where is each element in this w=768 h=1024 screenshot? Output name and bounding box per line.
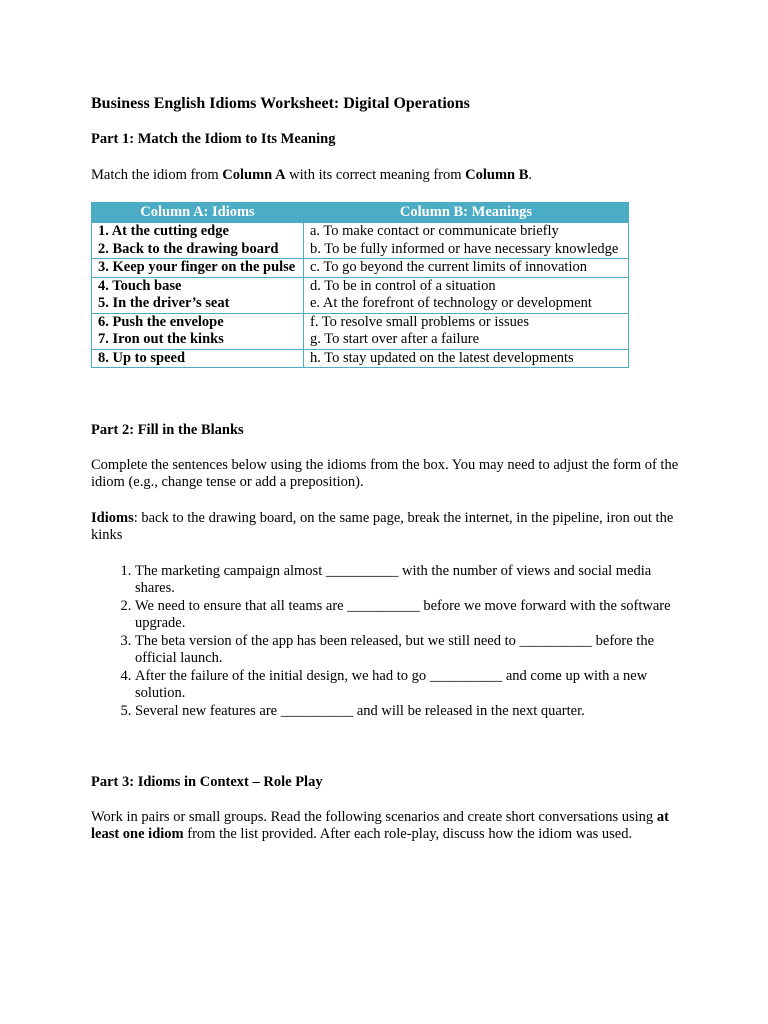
idiom-cell: 6. Push the envelope	[92, 313, 304, 331]
idiom-match-table	[91, 202, 629, 368]
part1-instruction-pre: Match the idiom from	[91, 166, 223, 183]
part1-instruction-mid: with its correct meaning from	[285, 166, 466, 183]
meaning-cell: g. To start over after a failure	[304, 331, 629, 349]
table-row	[92, 241, 629, 259]
idiom-cell: 4. Touch base	[92, 277, 304, 295]
meaning-cell: d. To be in control of a situation	[304, 277, 629, 295]
part3-instruction-pre: Work in pairs or small groups. Read the following scenarios and create short conversations using	[91, 808, 657, 825]
table-row	[92, 295, 629, 313]
idioms-list: : back to the drawing board, on the same page, break the internet, in the pipeline, iron out the kinks	[91, 509, 674, 543]
idiom-cell: 3. Keep your finger on the pulse	[92, 259, 304, 278]
fill-in-sentences	[91, 563, 679, 721]
part2-heading: Part 2: Fill in the Blanks	[91, 422, 244, 438]
meaning-cell: b. To be fully informed or have necessary knowledge	[304, 241, 629, 259]
list-item: 2. We need to ensure that all teams are __________ before we move forward with the software upgrade.	[135, 598, 679, 633]
column-b-ref: Column B	[465, 166, 529, 183]
column-a-header: Column A: Idioms	[92, 203, 304, 223]
idioms-label: Idioms	[91, 509, 134, 526]
meaning-cell: f. To resolve small problems or issues	[304, 313, 629, 331]
list-item: 5. Several new features are __________ and will be released in the next quarter.	[135, 703, 679, 721]
column-a-ref: Column A	[222, 166, 286, 183]
idiom-cell: 8. Up to speed	[92, 349, 304, 368]
idiom-cell: 2. Back to the drawing board	[92, 241, 304, 259]
table-row	[92, 259, 629, 278]
part3-instruction	[91, 809, 679, 844]
idioms-box	[91, 510, 679, 545]
table-row	[92, 349, 629, 368]
idiom-cell: 5. In the driver’s seat	[92, 295, 304, 313]
meaning-cell: h. To stay updated on the latest developments	[304, 349, 629, 368]
table-row	[92, 277, 629, 295]
list-item: 1. The marketing campaign almost __________ with the number of views and social media shares.	[135, 563, 679, 598]
list-item: 4. After the failure of the initial design, we had to go __________ and come up with a new solution.	[135, 668, 679, 703]
table-row	[92, 331, 629, 349]
part1-heading: Part 1: Match the Idiom to Its Meaning	[91, 131, 336, 147]
part2-instruction: Complete the sentences below using the idioms from the box. You may need to adjust the form of the idiom (e.g., change tense or add a preposition).	[91, 456, 679, 490]
column-b-header: Column B: Meanings	[304, 203, 629, 223]
document-title: Business English Idioms Worksheet: Digital Operations	[91, 95, 470, 112]
part1-instruction-post: .	[528, 166, 533, 183]
idiom-cell: 1. At the cutting edge	[92, 223, 304, 241]
part3-instruction-post: from the list provided. After each role-play, discuss how the idiom was used.	[183, 826, 633, 842]
part1-instruction	[91, 167, 679, 185]
part3-heading: Part 3: Idioms in Context – Role Play	[91, 774, 323, 790]
worksheet-page	[91, 94, 679, 844]
meaning-cell: a. To make contact or communicate briefly	[304, 223, 629, 241]
list-item: 3. The beta version of the app has been released, but we still need to __________ before the official launch.	[135, 633, 679, 668]
meaning-cell: e. At the forefront of technology or development	[304, 295, 629, 313]
table-row	[92, 223, 629, 241]
table-row	[92, 313, 629, 331]
idiom-cell: 7. Iron out the kinks	[92, 331, 304, 349]
table-header-row	[92, 203, 629, 223]
part3-instruction-bold: at least one idiom	[91, 808, 669, 842]
meaning-cell: c. To go beyond the current limits of innovation	[304, 259, 629, 278]
